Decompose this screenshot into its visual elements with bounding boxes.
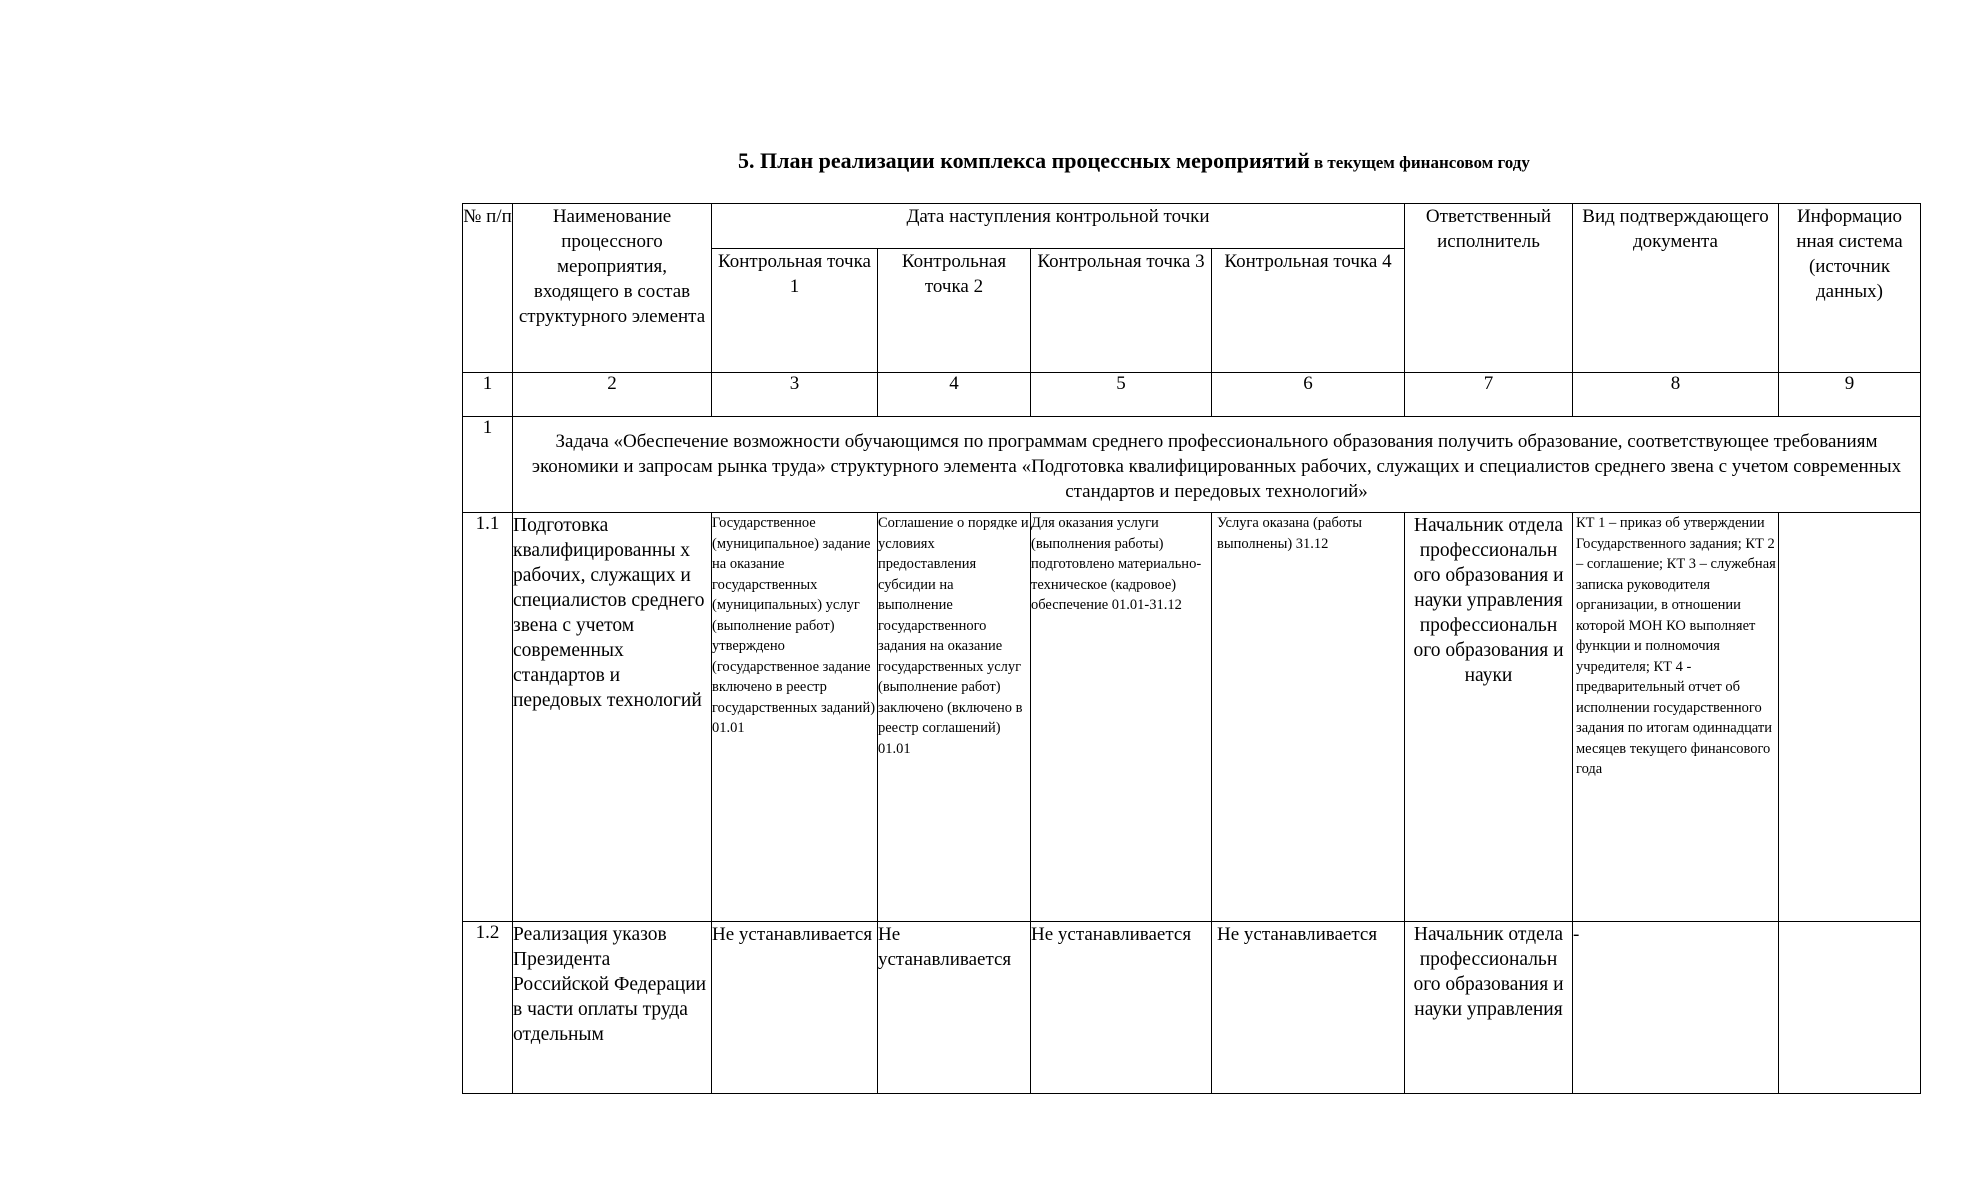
row-info-system xyxy=(1779,513,1921,922)
task-text: Задача «Обеспечение возможности обучающимся по программам среднего профессионального образования получить образование, соответствующее требованиям экономики и запросам рынка труда» структурного элемента «Подготовка квалифицированных рабочих, служащих и специалистов среднего звена с учетом современных стандартов и передовых технологий» xyxy=(513,417,1921,513)
header-cp2: Контрольная точка 2 xyxy=(878,249,1031,373)
title-suffix: в текущем финансовом году xyxy=(1309,153,1530,172)
task-num: 1 xyxy=(463,417,513,513)
page-title xyxy=(738,148,1530,174)
header-name: Наименование процессного мероприятия, входящего в состав структурного элемента xyxy=(513,204,712,373)
row-num: 1.2 xyxy=(463,922,513,1094)
row-num: 1.1 xyxy=(463,513,513,922)
row-info-system xyxy=(1779,922,1921,1094)
row-responsible: Начальник отдела профессиональн ого образования и науки управления профессиональн ого образования и науки xyxy=(1405,513,1573,922)
column-number: 2 xyxy=(513,373,712,417)
column-number: 1 xyxy=(463,373,513,417)
table-row xyxy=(463,922,1921,1094)
header-cp1: Контрольная точка 1 xyxy=(712,249,878,373)
column-number: 9 xyxy=(1779,373,1921,417)
title-main: 5. План реализации комплекса процессных мероприятий xyxy=(738,148,1310,173)
plan-table xyxy=(462,203,1921,1094)
row-cp4: Услуга оказана (работы выполнены) 31.12 xyxy=(1212,513,1405,922)
row-cp2: Соглашение о порядке и условиях предоставления субсидии на выполнение государственного задания на оказание государственных услуг (выполнение работ) заключено (включено в реестр соглашений) 01.01 xyxy=(878,513,1031,922)
header-num: № п/п xyxy=(463,204,513,373)
column-number: 4 xyxy=(878,373,1031,417)
row-doc-type: КТ 1 – приказ об утверждении Государственного задания; КТ 2 – соглашение; КТ 3 – служебная записка руководителя организации, в отношении которой МОН КО выполняет функции и полномочия учредителя; КТ 4 - предварительный отчет об исполнении государственного задания по итогам одиннадцати месяцев текущего финансового года xyxy=(1573,513,1779,922)
header-date-group: Дата наступления контрольной точки xyxy=(712,204,1405,249)
header-cp4: Контрольная точка 4 xyxy=(1212,249,1405,373)
row-cp4: Не устанавливается xyxy=(1212,922,1405,1094)
column-number: 5 xyxy=(1031,373,1212,417)
header-responsible: Ответственный исполнитель xyxy=(1405,204,1573,373)
column-number: 3 xyxy=(712,373,878,417)
column-number: 6 xyxy=(1212,373,1405,417)
row-cp3: Для оказания услуги (выполнения работы) подготовлено материально-техническое (кадровое) обеспечение 01.01-31.12 xyxy=(1031,513,1212,922)
task-row xyxy=(463,417,1921,513)
row-cp1: Не устанавливается xyxy=(712,922,878,1094)
row-responsible: Начальник отдела профессиональн ого образования и науки управления xyxy=(1405,922,1573,1094)
header-doc-type: Вид подтверждающего документа xyxy=(1573,204,1779,373)
row-name: Реализация указов Президента Российской Федерации в части оплаты труда отдельным xyxy=(513,922,712,1094)
row-cp1: Государственное (муниципальное) задание на оказание государственных (муниципальных) услуг (выполнение работ) утверждено (государственное задание включено в реестр государственных заданий) 01.01 xyxy=(712,513,878,922)
column-number-row xyxy=(463,373,1921,417)
header-info-system: Информацио нная система (источник данных) xyxy=(1779,204,1921,373)
row-doc-type: - xyxy=(1573,922,1779,1094)
row-name: Подготовка квалифицированны х рабочих, служащих и специалистов среднего звена с учетом современных стандартов и передовых технологий xyxy=(513,513,712,922)
row-cp3: Не устанавливается xyxy=(1031,922,1212,1094)
header-row-1 xyxy=(463,204,1921,249)
column-number: 7 xyxy=(1405,373,1573,417)
row-cp2: Не устанавливается xyxy=(878,922,1031,1094)
header-cp3: Контрольная точка 3 xyxy=(1031,249,1212,373)
column-number: 8 xyxy=(1573,373,1779,417)
table-row xyxy=(463,513,1921,922)
